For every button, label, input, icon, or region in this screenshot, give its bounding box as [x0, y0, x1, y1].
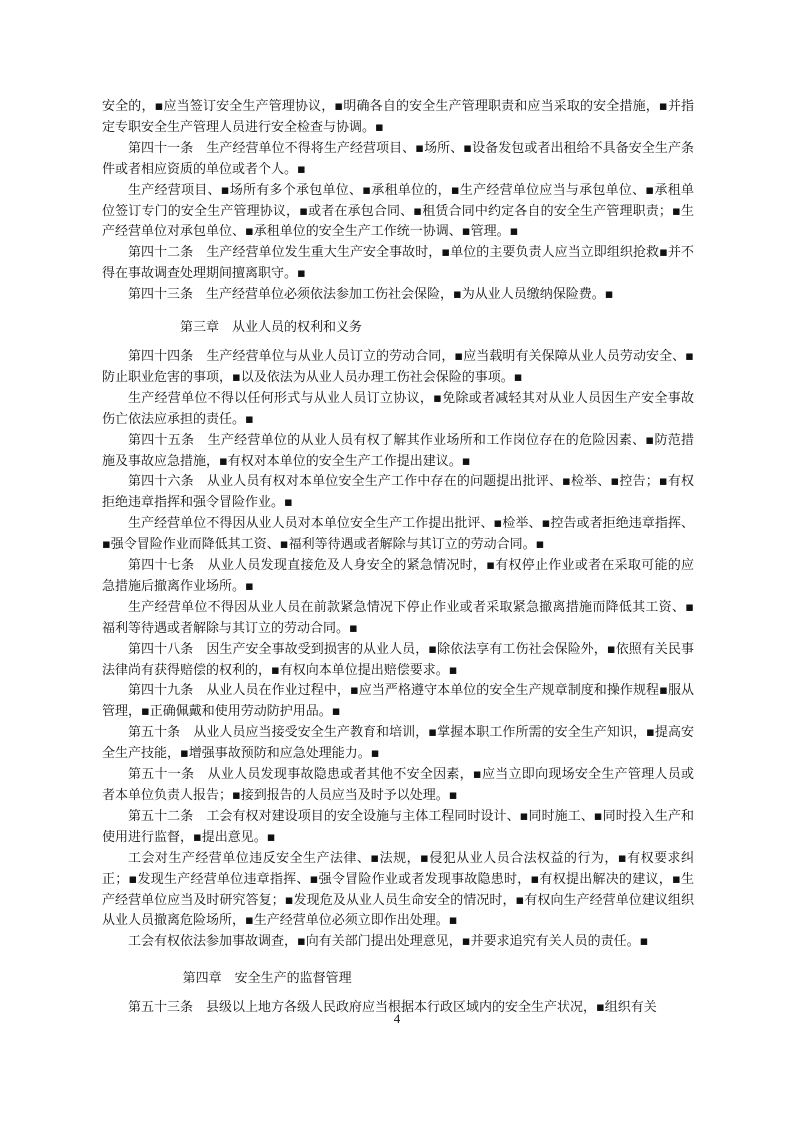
paragraph: 第五十二条 工会有权对建设项目的安全设施与主体工程同时设计、▪同时施工、▪同时投入生产和使用进行监督，▪提出意见。▪	[102, 808, 694, 845]
paragraph: 第四十二条 生产经营单位发生重大生产安全事故时，▪单位的主要负责人应当立即组织抢救▪并不得在事故调查处理期间擅离职守。▪	[102, 245, 694, 282]
paragraph: 第五十条 从业人员应当接受安全生产教育和培训，▪掌握本职工作所需的安全生产知识，▪提高安全生产技能，▪增强事故预防和应急处理能力。▪	[102, 725, 694, 762]
paragraph: 第四十四条 生产经营单位与从业人员订立的劳动合同，▪应当载明有关保障从业人员劳动安全、▪防止职业危害的事项，▪以及依法为从业人员办理工伤社会保险的事项。▪	[102, 348, 694, 385]
paragraph: 第四十五条 生产经营单位的从业人员有权了解其作业场所和工作岗位存在的危险因素、▪防范措施及事故应急措施，▪有权对本单位的安全生产工作提出建议。▪	[102, 432, 694, 469]
paragraph: 生产经营单位不得以任何形式与从业人员订立协议，▪免除或者减轻其对从业人员因生产安全事故伤亡依法应承担的责任。▪	[102, 390, 694, 427]
paragraph: 第四十八条 因生产安全事故受到损害的从业人员，▪除依法享有工伤社会保险外，▪依照有关民事法律尚有获得赔偿的权利的，▪有权向本单位提出赔偿要求。▪	[102, 641, 694, 678]
paragraph: 第四十三条 生产经营单位必须依法参加工伤社会保险，▪为从业人员缴纳保险费。▪	[128, 287, 614, 303]
paragraph: 生产经营单位不得因从业人员在前款紧急情况下停止作业或者采取紧急撤离措施而降低其工资、▪福利等待遇或者解除与其订立的劳动合同。▪	[102, 599, 694, 636]
paragraph: 生产经营单位不得因从业人员对本单位安全生产工作提出批评、▪检举、▪控告或者拒绝违章指挥、▪强令冒险作业而降低其工资、▪福利等待遇或者解除与其订立的劳动合同。▪	[102, 516, 694, 553]
paragraph: 安全的，▪应当签订安全生产管理协议，▪明确各自的安全生产管理职责和应当采取的安全措施，▪并指定专职安全生产管理人员进行安全检查与协调。▪	[102, 99, 694, 135]
paragraph: 第五十一条 从业人员发现事故隐患或者其他不安全因素，▪应当立即向现场安全生产管理人员或者本单位负责人报告；▪接到报告的人员应当及时予以处理。▪	[102, 767, 694, 803]
chapter-heading: 第四章 安全生产的监督管理	[182, 971, 352, 987]
document-body	[102, 97, 694, 1019]
paragraph: 第五十三条 县级以上地方各级人民政府应当根据本行政区域内的安全生产状况，▪组织有关	[128, 1000, 657, 1016]
paragraph: 第四十九条 从业人员在作业过程中，▪应当严格遵守本单位的安全生产规章制度和操作规程▪服从管理，▪正确佩戴和使用劳动防护用品。▪	[102, 683, 694, 720]
paragraph: 第四十一条 生产经营单位不得将生产经营项目、▪场所、▪设备发包或者出租给不具备安全生产条件或者相应资质的单位或者个人。▪	[102, 140, 694, 177]
paragraph: 生产经营项目、▪场所有多个承包单位、▪承租单位的，▪生产经营单位应当与承包单位、▪承租单位签订专门的安全生产管理协议，▪或者在承包合同、▪租赁合同中约定各自的安全生产管理职责；▪生产经营单位对承包单位、▪承租单位的安全生产工作统一协调、▪管理。▪	[102, 182, 694, 240]
page-number: 4	[393, 1011, 401, 1026]
paragraph: 工会有权依法参加事故调查，▪向有关部门提出处理意见，▪并要求追究有关人员的责任。▪	[128, 934, 649, 950]
paragraph: 第四十七条 从业人员发现直接危及人身安全的紧急情况时，▪有权停止作业或者在采取可能的应急措施后撤离作业场所。▪	[102, 558, 694, 594]
chapter-heading: 第三章 从业人员的权利和义务	[180, 320, 363, 336]
paragraph: 工会对生产经营单位违反安全生产法律、▪法规，▪侵犯从业人员合法权益的行为，▪有权要求纠正；▪发现生产经营单位违章指挥、▪强令冒险作业或者发现事故隐患时，▪有权提出解决的建议，▪生产经营单位应当及时研究答复；▪发现危及从业人员生命安全的情况时，▪有权向生产经营单位建议组织从业人员撤离危险场所，▪生产经营单位必须立即作出处理。▪	[102, 850, 694, 929]
paragraph: 第四十六条 从业人员有权对本单位安全生产工作中存在的问题提出批评、▪检举、▪控告；▪有权拒绝违章指挥和强令冒险作业。▪	[102, 474, 694, 511]
